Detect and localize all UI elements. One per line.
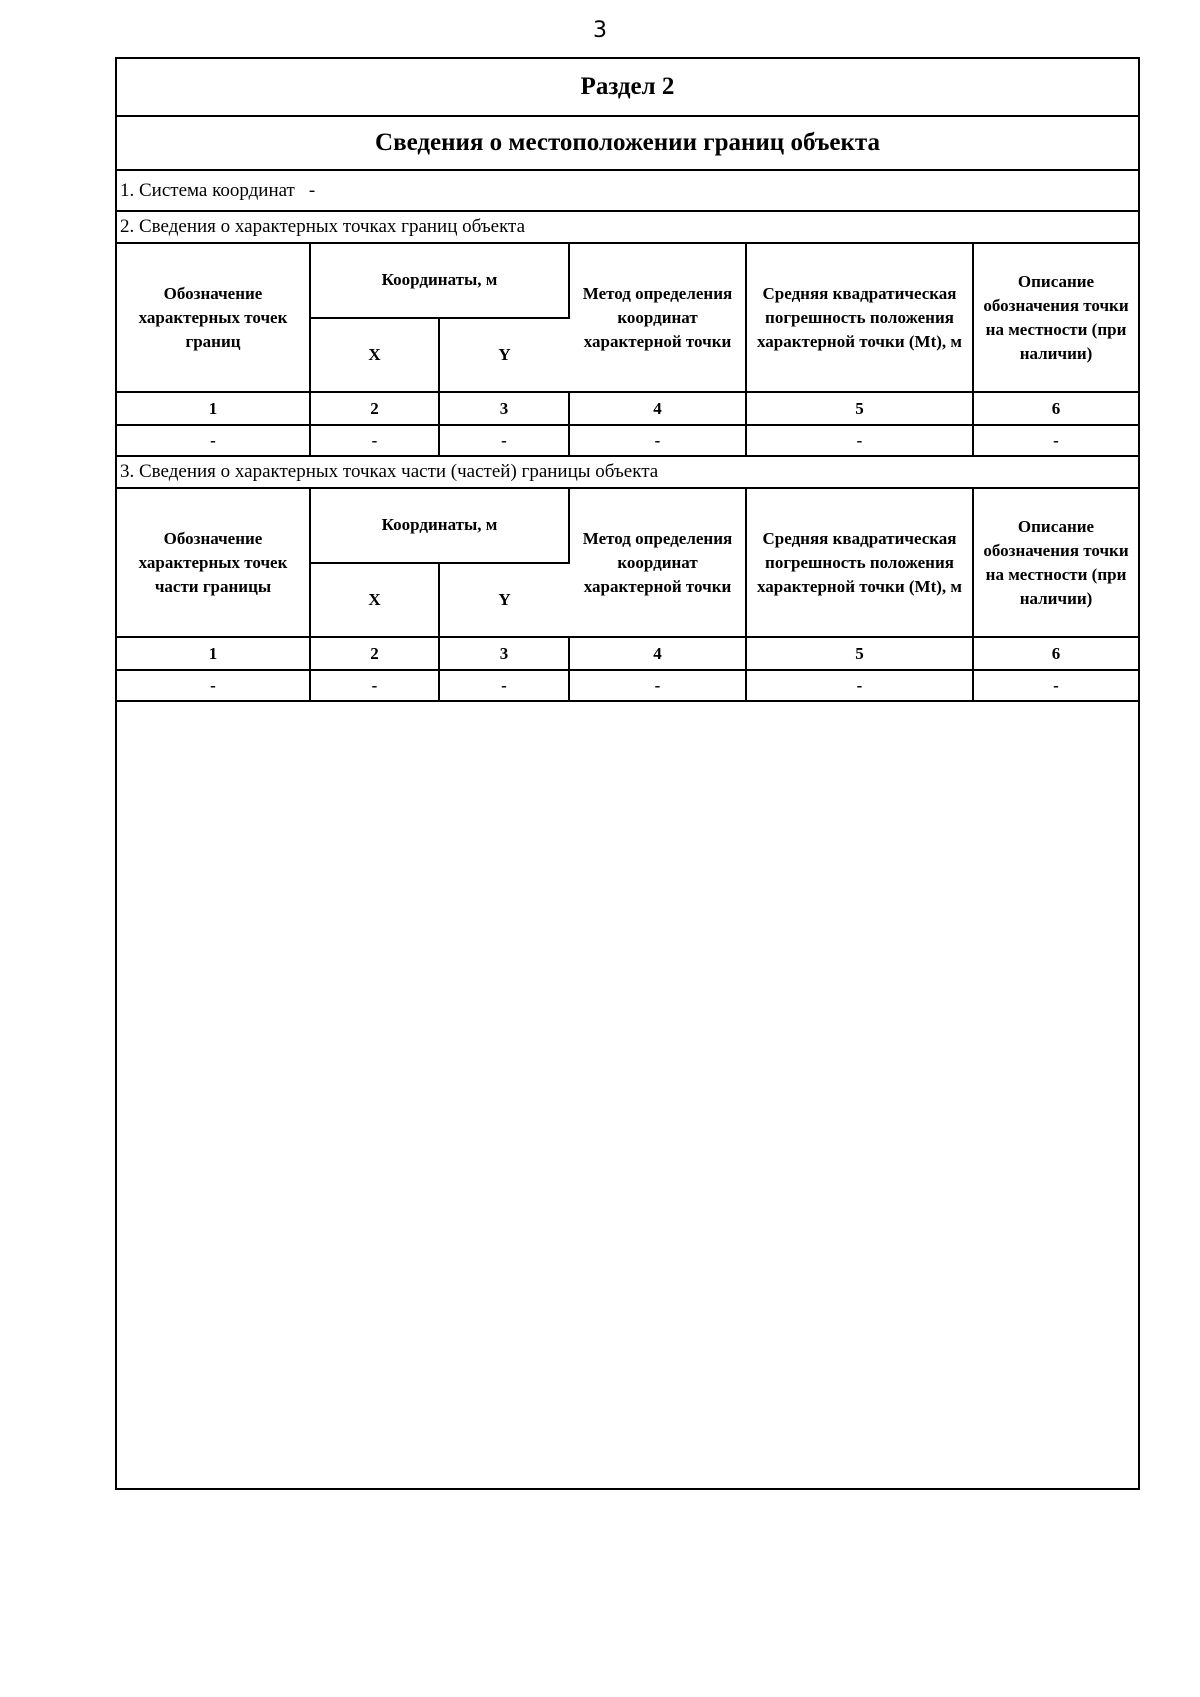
column-number: 6	[973, 637, 1138, 670]
column-number: 6	[973, 392, 1138, 425]
column-number: 4	[569, 637, 746, 670]
header-designation: Обозначение характерных точек границ	[117, 244, 310, 392]
table-cell: -	[569, 670, 746, 701]
boundary-points-table	[117, 244, 1138, 457]
column-number: 2	[310, 637, 439, 670]
table-row	[117, 670, 1138, 701]
part-boundary-points-table	[117, 489, 1138, 702]
header-error: Средняя квадратическая погрешность положения характерной точки (Mt), м	[746, 489, 973, 637]
table-cell: -	[439, 670, 569, 701]
header-x: X	[310, 318, 439, 392]
header-method: Метод определения координат характерной точки	[569, 244, 746, 392]
column-numbers-row	[117, 637, 1138, 670]
table-cell: -	[439, 425, 569, 456]
table-cell: -	[973, 425, 1138, 456]
table-cell: -	[569, 425, 746, 456]
table-cell: -	[310, 670, 439, 701]
header-description: Описание обозначения точки на местности (при наличии)	[973, 489, 1138, 637]
header-x: X	[310, 563, 439, 637]
page-number: 3	[593, 18, 607, 43]
header-coordinates: Координаты, м	[310, 489, 569, 563]
column-number: 1	[117, 392, 310, 425]
header-designation: Обозначение характерных точек части границы	[117, 489, 310, 637]
column-numbers-row	[117, 392, 1138, 425]
header-y: Y	[439, 318, 569, 392]
header-error: Средняя квадратическая погрешность положения характерной точки (Mt), м	[746, 244, 973, 392]
coordinate-system-value: -	[308, 179, 316, 201]
column-number: 2	[310, 392, 439, 425]
table-cell: -	[310, 425, 439, 456]
table-row	[117, 425, 1138, 456]
header-coordinates: Координаты, м	[310, 244, 569, 318]
part-boundary-points-caption: 3. Сведения о характерных точках части (частей) границы объекта	[117, 457, 1138, 489]
boundary-points-caption: 2. Сведения о характерных точках границ объекта	[117, 212, 1138, 244]
section-subtitle: Сведения о местоположении границ объекта	[117, 117, 1138, 171]
column-number: 3	[439, 637, 569, 670]
column-number: 5	[746, 637, 973, 670]
header-description: Описание обозначения точки на местности (при наличии)	[973, 244, 1138, 392]
column-number: 5	[746, 392, 973, 425]
header-method: Метод определения координат характерной точки	[569, 489, 746, 637]
coordinate-system-line	[117, 171, 1138, 212]
table-cell: -	[117, 425, 310, 456]
table-cell: -	[973, 670, 1138, 701]
column-number: 1	[117, 637, 310, 670]
table-cell: -	[746, 670, 973, 701]
coordinate-system-label: 1. Система координат	[120, 179, 295, 201]
table-cell: -	[746, 425, 973, 456]
header-y: Y	[439, 563, 569, 637]
table-cell: -	[117, 670, 310, 701]
column-number: 3	[439, 392, 569, 425]
column-number: 4	[569, 392, 746, 425]
document-frame	[115, 57, 1140, 1490]
section-title: Раздел 2	[117, 59, 1138, 117]
